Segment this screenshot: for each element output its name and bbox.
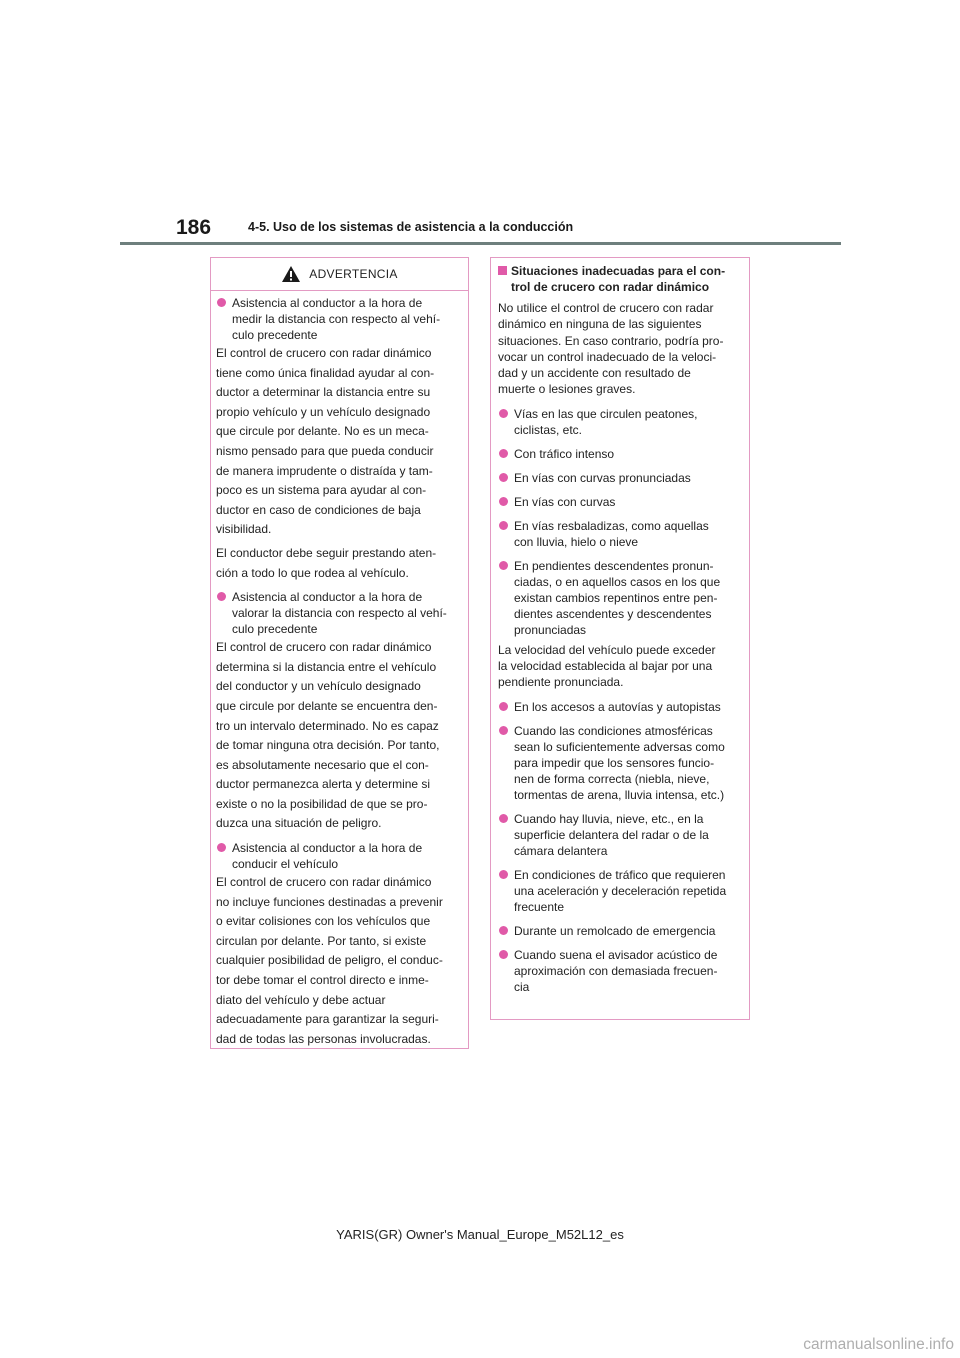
list-item: En los accesos a autovías y autopistas <box>498 699 742 715</box>
situations-box <box>490 257 750 1020</box>
warning-paragraph: El conductor debe seguir prestando aten- ción a todo lo que rodea al vehículo. <box>216 545 437 580</box>
list-item: En pendientes descendentes pronun- ciadas, o en aquellos casos en los que existan cambios repentinos entre pen- dientes ascendentes y descendentes pronunciadas <box>498 558 742 638</box>
bullet-dot-icon <box>499 926 508 935</box>
bullet-dot-icon <box>217 843 226 852</box>
list-item: Con tráfico intenso <box>498 446 742 462</box>
bullet-dot-icon <box>499 473 508 482</box>
warning-paragraph: El control de crucero con radar dinámico tiene como única finalidad ayudar al con- ductor a determinar la distancia entre su propio vehículo y un vehículo designado que circule por delante. No es un meca- nismo pensado para que pueda conducir de manera imprudente o distraída y tam- poco es un sistema para ayudar al con- ductor en caso de condiciones de baja visibilidad. <box>216 346 435 537</box>
section-title: 4-5. Uso de los sistemas de asistencia a la conducción <box>248 220 574 234</box>
list-item: Cuando las condiciones atmosféricas sean lo suficientemente adversas como para impedir que los sensores funcio- nen de forma correcta (niebla, nieve, tormentas de arena, lluvia intensa, etc.) <box>498 723 742 803</box>
header-rule <box>120 242 841 245</box>
page-footer: YARIS(GR) Owner's Manual_Europe_M52L12_es <box>336 1227 624 1242</box>
warning-header <box>211 258 468 291</box>
list-item: En vías resbaladizas, como aquellas con lluvia, hielo o nieve <box>498 518 742 550</box>
warning-item-heading: Asistencia al conductor a la hora de medir la distancia con respecto al vehí- culo precedente <box>216 295 462 343</box>
list-item: Durante un remolcado de emergencia <box>498 923 742 939</box>
bullet-dot-icon <box>499 814 508 823</box>
bullet-dot-icon <box>499 449 508 458</box>
list-item: En vías con curvas <box>498 494 742 510</box>
situations-heading: Situaciones inadecuadas para el con- trol de crucero con radar dinámico <box>498 263 742 295</box>
list-item: Cuando suena el avisador acústico de aproximación con demasiada frecuen- cia <box>498 947 742 995</box>
bullet-dot-icon <box>499 521 508 530</box>
bullet-dot-icon <box>217 592 226 601</box>
bullet-dot-icon <box>499 950 508 959</box>
warning-item-heading: Asistencia al conductor a la hora de conducir el vehículo <box>216 840 462 872</box>
warning-box <box>210 257 469 1049</box>
situations-note: La velocidad del vehículo puede exceder la velocidad establecida al bajar por una pendiente pronunciada. <box>498 642 716 690</box>
bullet-dot-icon <box>499 702 508 711</box>
bullet-dot-icon <box>499 726 508 735</box>
square-bullet-icon <box>498 266 507 275</box>
list-item: Vías en las que circulen peatones, ciclistas, etc. <box>498 406 742 438</box>
list-item: En vías con curvas pronunciadas <box>498 470 742 486</box>
situations-intro: No utilice el control de crucero con radar dinámico en ninguna de las siguientes situaciones. En caso contrario, podría pro- vocar un control inadecuado de la veloci- dad y un accidente con resultado de muerte o lesiones graves. <box>498 301 724 397</box>
list-item: En condiciones de tráfico que requieren una aceleración y deceleración repetida frecuente <box>498 867 742 915</box>
warning-item-heading: Asistencia al conductor a la hora de valorar la distancia con respecto al vehí- culo precedente <box>216 589 462 637</box>
page-number: 186 <box>176 216 212 239</box>
warning-triangle-icon <box>281 265 301 283</box>
bullet-dot-icon <box>499 561 508 570</box>
bullet-dot-icon <box>499 409 508 418</box>
warning-paragraph: El control de crucero con radar dinámico no incluye funciones destinadas a prevenir o evitar colisiones con los vehículos que circulan por delante. Por tanto, si existe cualquier posibilidad de peligro, el conduc- tor debe tomar el control directo e inme- diato del vehículo y debe actuar adecuadamente para garantizar la seguri- dad de todas las personas involucradas. <box>216 875 443 1046</box>
bullet-dot-icon <box>217 298 226 307</box>
warning-paragraph: El control de crucero con radar dinámico determina si la distancia entre el vehículo del conductor y un vehículo designado que circule por delante se encuentra den- tro un intervalo determinado. No es capaz de tomar ninguna otra decisión. Por tanto, es absolutamente necesario que el con- ductor permanezca alerta y determine si existe o no la posibilidad de que se pro- duzca una situación de peligro. <box>216 640 440 831</box>
warning-title: ADVERTENCIA <box>309 267 398 281</box>
warning-body <box>211 291 468 1049</box>
watermark: carmanualsonline.info <box>803 1336 954 1353</box>
bullet-dot-icon <box>499 497 508 506</box>
bullet-dot-icon <box>499 870 508 879</box>
list-item: Cuando hay lluvia, nieve, etc., en la superficie delantera del radar o de la cámara delantera <box>498 811 742 859</box>
